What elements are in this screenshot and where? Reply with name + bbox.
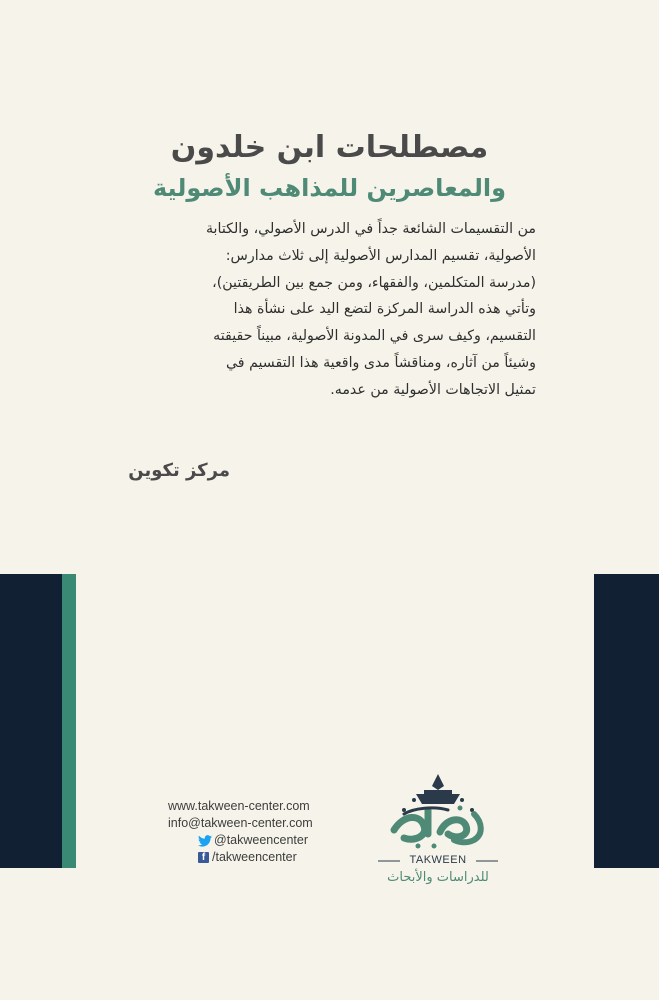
blurb-line: التقسيم، وكيف سرى في المدونة الأصولية، مبيناً حقيقته <box>213 328 536 345</box>
title-block <box>0 128 659 206</box>
facebook-link[interactable] <box>168 849 358 866</box>
right-navy-band <box>594 574 659 868</box>
left-navy-band <box>0 574 62 868</box>
publisher-name: مركز تكوين <box>128 460 230 481</box>
takween-logo <box>374 770 502 900</box>
website-text: www.takween-center.com <box>168 799 310 813</box>
facebook-icon: f <box>198 852 209 863</box>
blurb-line: الأصولية، تقسيم المدارس الأصولية إلى ثلاث مدارس: <box>225 247 536 264</box>
takween-calligraphy-icon <box>374 770 502 854</box>
blurb-line: من التقسيمات الشائعة جداً في الدرس الأصولي، والكتابة <box>205 221 536 237</box>
email-text: info@takween-center.com <box>168 816 313 830</box>
twitter-handle: @takweencenter <box>214 833 308 847</box>
contact-block <box>168 798 358 866</box>
blurb-line: وتأتي هذه الدراسة المركزة لتضع اليد على نشأة هذا <box>233 301 536 318</box>
twitter-link[interactable] <box>168 832 358 849</box>
blurb-line: تمثيل الاتجاهات الأصولية من عدمه. <box>330 381 536 398</box>
blurb-line: (مدرسة المتكلمين، والفقهاء، ومن جمع بين الطريقتين)، <box>212 274 536 291</box>
blurb <box>122 216 536 404</box>
blurb-line: وشيئاً من آثاره، ومناقشاً مدى واقعية هذا التقسيم في <box>225 354 536 371</box>
book-subtitle: والمعاصرين للمذاهب الأصولية <box>153 174 506 202</box>
left-teal-stripe <box>62 574 76 868</box>
facebook-handle: /takweencenter <box>212 850 297 864</box>
logo-tagline: للدراسات والأبحاث <box>387 870 489 885</box>
email-link[interactable] <box>168 815 358 832</box>
twitter-bird-icon <box>198 835 212 847</box>
book-title: مصطلحات ابن خلدون <box>170 130 489 165</box>
website-link[interactable] <box>168 798 358 815</box>
logo-wordmark: TAKWEEN <box>409 854 467 866</box>
